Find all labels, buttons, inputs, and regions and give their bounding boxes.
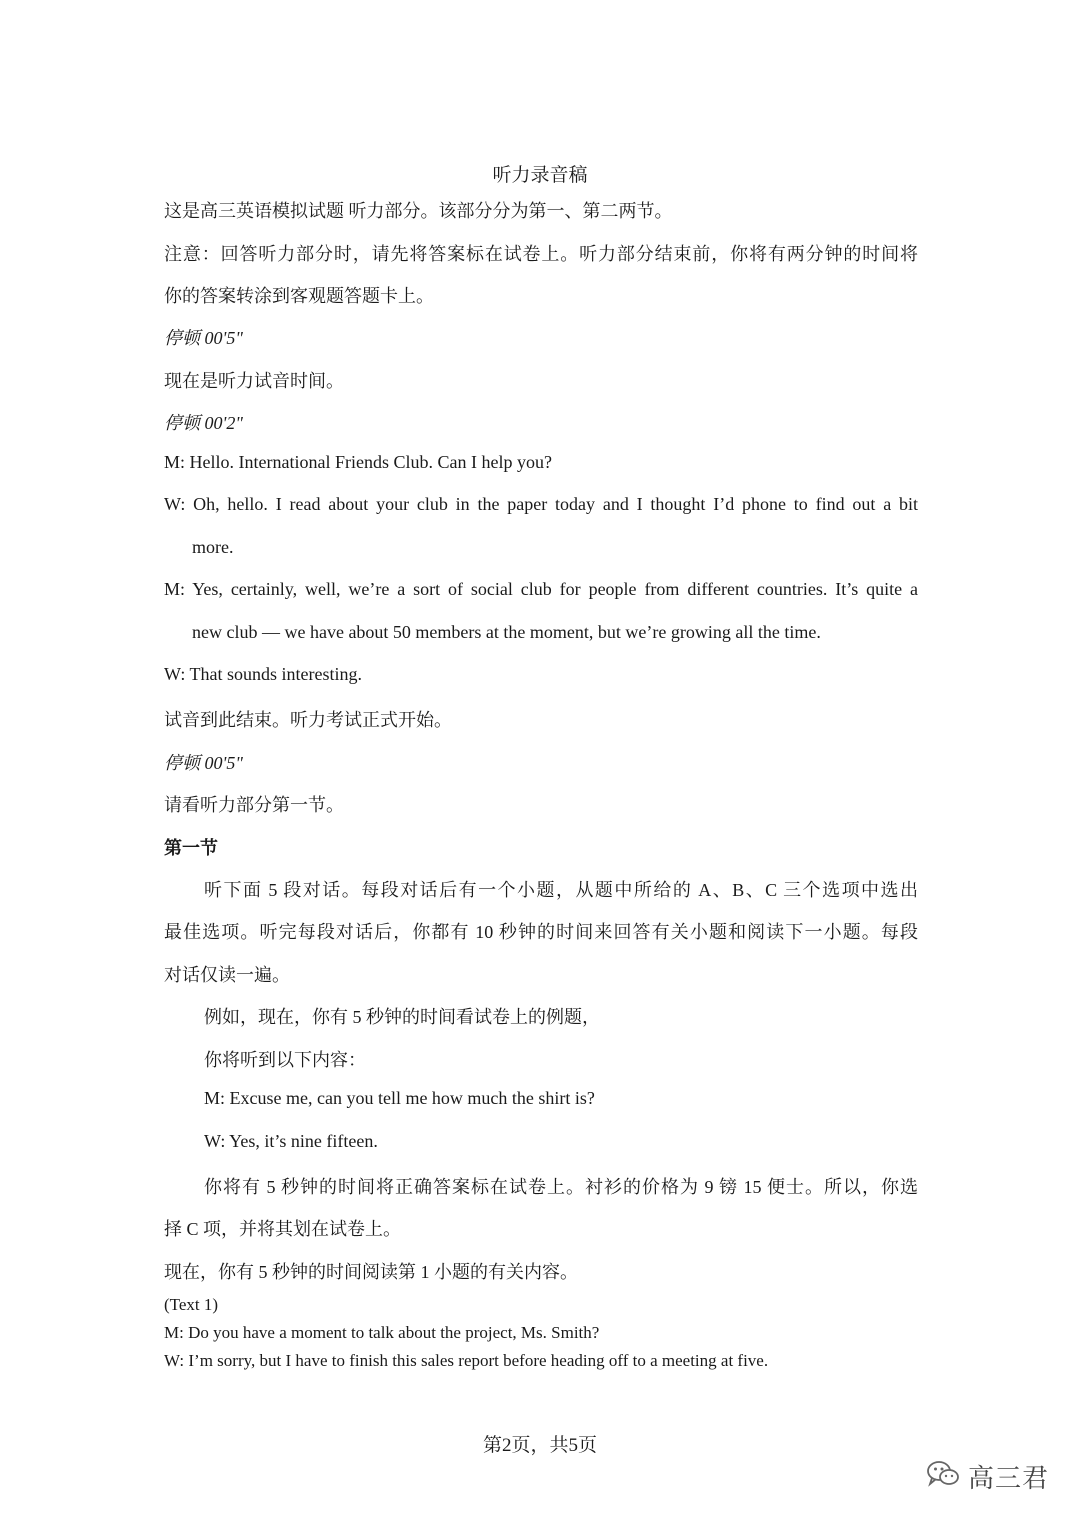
- instruction-line-1: 听下面 5 段对话。每段对话后有一个小题，从题中所给的 A、B、C 三个选项中选出: [204, 880, 918, 900]
- section-heading: 第一节: [164, 838, 218, 858]
- wechat-icon: [926, 1459, 960, 1494]
- pause-marker-2: 停顿 00'2": [164, 413, 243, 433]
- notice-line-2: 你的答案转涂到客观题答题卡上。: [164, 286, 434, 306]
- read-question-line: 现在，你有 5 秒钟的时间阅读第 1 小题的有关内容。: [164, 1262, 578, 1282]
- document-title: 听力录音稿: [492, 165, 588, 186]
- intro-line: 这是高三英语模拟试题 听力部分。该部分分为第一、第二两节。: [164, 201, 673, 221]
- dialogue-line-m1: M: Hello. International Friends Club. Can I help you?: [164, 452, 552, 472]
- text1-label: (Text 1): [164, 1295, 219, 1314]
- trial-end-line: 试音到此结束。听力考试正式开始。: [164, 710, 452, 730]
- pause-marker-3: 停顿 00'5": [164, 753, 243, 773]
- trial-start-line: 现在是听力试音时间。: [164, 371, 344, 391]
- dialogue-line-w1a: W: Oh, hello. I read about your club in the paper today and I thought I’d phone to find out a bit: [164, 494, 918, 514]
- example-line-4: 择 C 项，并将其划在试卷上。: [164, 1219, 402, 1239]
- example-line-3: 你将有 5 秒钟的时间将正确答案标在试卷上。衬衫的价格为 9 镑 15 便士。所以，你选: [204, 1177, 918, 1197]
- pause-marker-1: 停顿 00'5": [164, 328, 243, 348]
- instruction-line-2: 最佳选项。听完每段对话后，你都有 10 秒钟的时间来回答有关小题和阅读下一小题。每段: [164, 922, 918, 942]
- dialogue-line-m2a: M: Yes, certainly, well, we’re a sort of social club for people from different countries. It’s quite a: [164, 579, 918, 599]
- watermark-text: 高三君: [968, 1464, 1050, 1494]
- example-line-1: 例如，现在，你有 5 秒钟的时间看试卷上的例题，: [204, 1007, 600, 1027]
- section-prompt-line: 请看听力部分第一节。: [164, 795, 344, 815]
- dialogue-line-m2b: new club — we have about 50 members at the moment, but we’re growing all the time.: [192, 622, 821, 642]
- notice-line-1: 注意：回答听力部分时，请先将答案标在试卷上。听力部分结束前，你将有两分钟的时间将: [164, 244, 918, 264]
- text1-line-m: M: Do you have a moment to talk about the project, Ms. Smith?: [164, 1323, 600, 1342]
- watermark: [926, 1458, 1049, 1495]
- example-dialogue-w: W: Yes, it’s nine fifteen.: [204, 1131, 378, 1151]
- dialogue-line-w2: W: That sounds interesting.: [164, 664, 362, 684]
- example-line-2: 你将听到以下内容：: [204, 1050, 366, 1070]
- example-dialogue-m: M: Excuse me, can you tell me how much the shirt is?: [204, 1088, 595, 1108]
- instruction-line-3: 对话仅读一遍。: [164, 965, 290, 985]
- dialogue-line-w1b: more.: [192, 537, 234, 557]
- text1-line-w: W: I’m sorry, but I have to finish this sales report before heading off to a meeting at five.: [164, 1351, 769, 1370]
- page-number: 第2页，共5页: [482, 1435, 597, 1456]
